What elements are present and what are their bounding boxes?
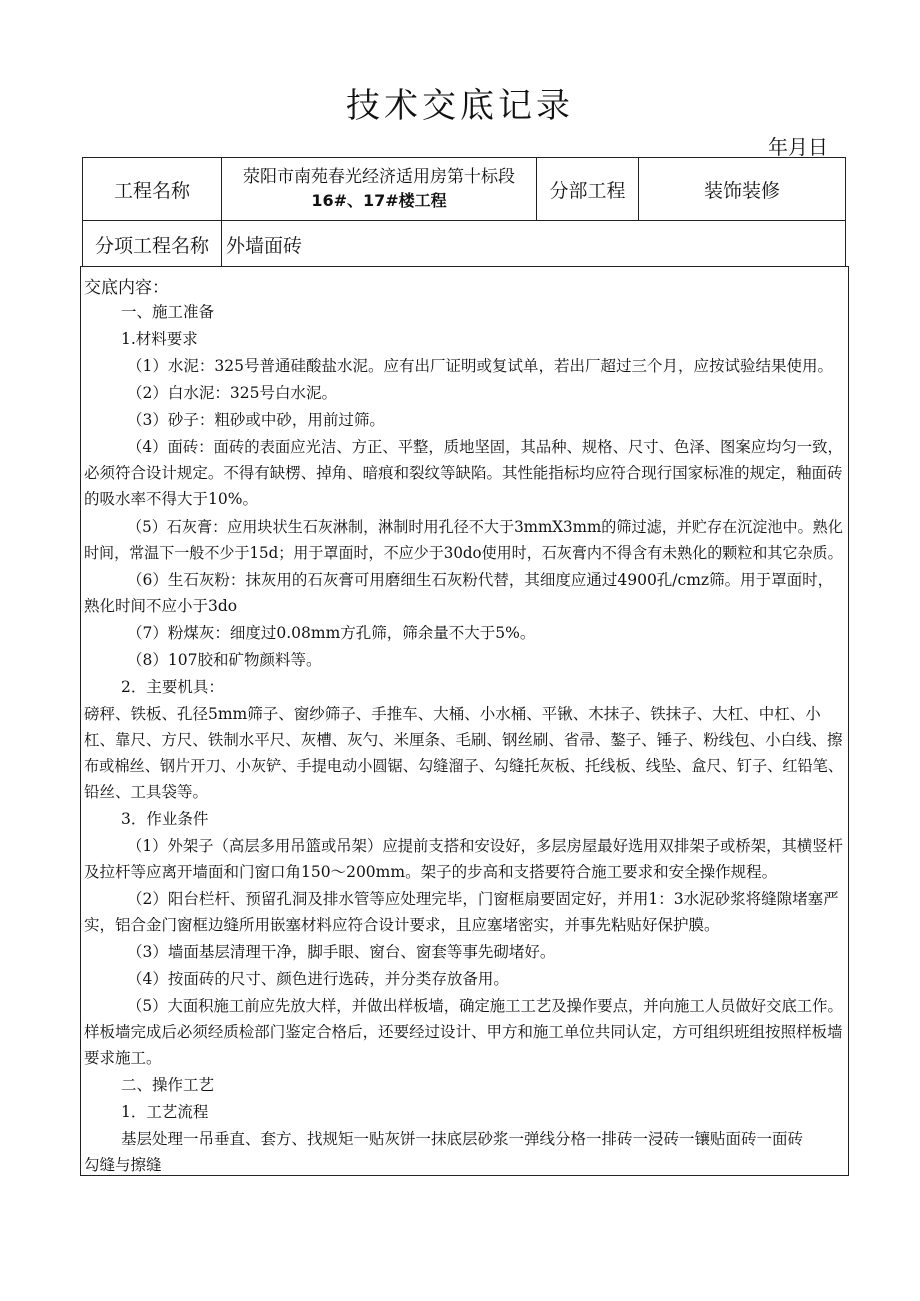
content-line: （3）墙面基层清理干净，脚手眼、窗台、窗套等事先砌堵好。 — [127, 943, 556, 961]
division-label: 分部工程 — [549, 179, 626, 202]
subsection-heading: 1．工艺流程 — [121, 1103, 209, 1121]
subsection-heading: 1.材料要求 — [121, 330, 198, 348]
content-line: 要求施工。 — [84, 1049, 162, 1067]
content-line: （2）白水泥：325号白水泥。 — [127, 384, 337, 402]
subsection-heading: 3．作业条件 — [121, 810, 209, 828]
project-name-value — [222, 158, 536, 220]
content-line: （5）石灰膏：应用块状生石灰淋制，淋制时用孔径不大于3mmX3mm的筛过滤，并贮存在沉淀池中。熟化 — [127, 518, 843, 536]
content-line: （4）面砖：面砖的表面应光洁、方正、平整，质地坚固，其品种、规格、尺寸、色泽、图案应均匀一致， — [127, 438, 843, 456]
content-line: 实，铝合金门窗框边缝所用嵌塞材料应符合设计要求，且应塞堵密实，并事先粘贴好保护膜。 — [84, 916, 720, 934]
content-line: 熟化时间不应小于3do — [84, 597, 238, 615]
content-line: 杠、靠尺、方尺、铁制水平尺、灰槽、灰勺、米厘条、毛刷、钢丝刷、省帚、鏊子、锤子、粉线包、小白线、擦 — [84, 731, 843, 749]
content-line: （5）大面积施工前应先放大样，并做出样板墙，确定施工工艺及操作要点，并向施工人员做好交底工作。 — [127, 997, 843, 1015]
section-heading: 二、操作工艺 — [121, 1076, 215, 1094]
content-line: 勾缝与擦缝 — [84, 1156, 162, 1174]
content-line: 及拉杆等应离开墙面和门窗口角150～200mm。架子的步高和支搭要符合施工要求和安全操作规程。 — [84, 863, 778, 881]
subsection-heading: 2．主要机具： — [121, 678, 224, 696]
document-title: 技术交底记录 — [346, 86, 574, 126]
content-line: 的吸水率不得大于10%。 — [84, 490, 258, 508]
division-value: 装饰装修 — [703, 179, 780, 202]
content-line: 必须符合设计规定。不得有缺楞、掉角、暗痕和裂纹等缺陷。其性能指标均应符合现行国家标准的规定，釉面砖 — [84, 464, 843, 482]
project-name-line1: 荥阳市南苑春光经济适用房第十标段 — [243, 167, 515, 187]
content-line: 基层处理一吊垂直、套方、找规矩一贴灰饼一抹底层砂浆一弹线分格一排砖一浸砖一镶贴面砖一面砖 — [121, 1130, 804, 1148]
content-line: （7）粉煤灰：细度过0.08mm方孔筛，筛余量不大于5%。 — [127, 624, 536, 642]
section-heading: 一、施工准备 — [121, 303, 215, 321]
content-line: 样板墙完成后必须经质检部门鉴定合格后，还要经过设计、甲方和施工单位共同认定，方可组织班组按照样板墙 — [84, 1023, 843, 1041]
project-name-line2: 16#、17#楼工程 — [311, 191, 447, 210]
content-line: （3）砂子：粗砂或中砂，用前过筛。 — [127, 411, 385, 429]
content-line: 铅丝、工具袋等。 — [84, 783, 209, 801]
subitem-value: 外墙面砖 — [226, 234, 303, 257]
project-name-label: 工程名称 — [113, 179, 190, 202]
content-heading: 交底内容： — [84, 278, 169, 298]
subitem-label: 分项工程名称 — [94, 234, 209, 257]
content-box — [80, 266, 849, 1176]
content-line: （2）阳台栏杆、预留孔洞及排水管等应处理完毕，门窗框扇要固定好，并用1：3水泥砂浆将缝隙堵塞严 — [127, 890, 839, 908]
content-line: （1）水泥：325号普通硅酸盐水泥。应有出厂证明或复试单，若出厂超过三个月，应按试验结果使用。 — [127, 357, 833, 375]
date-label: 年月日 — [768, 135, 828, 159]
content-line: （1）外架子（高层多用吊篮或吊架）应提前支搭和安设好，多层房屋最好选用双排架子或桥架，其横竖杆 — [127, 837, 843, 855]
content-line: 时间，常温下一般不少于15d；用于罩面时，不应少于30do使用时，石灰膏内不得含有未熟化的颗粒和其它杂质。 — [84, 544, 843, 562]
content-line: （4）按面砖的尺寸、颜色进行选砖，并分类存放备用。 — [127, 970, 509, 988]
content-line: 布或棉丝、钢片开刀、小灰铲、手提电动小圆锯、勾缝溜子、勾缝托灰板、托线板、线坠、盒尺、钉子、红铅笔、 — [84, 757, 844, 775]
content-line: （8）107胶和矿物颜料等。 — [127, 651, 322, 669]
content-line: 磅秤、铁板、孔径5mm筛子、窗纱筛子、手推车、大桶、小水桶、平锹、木抹子、铁抹子、大杠、中杠、小 — [84, 705, 821, 723]
content-line: （6）生石灰粉：抹灰用的石灰膏可用磨细生石灰粉代替，其细度应通过4900孔/cmz筛。用于罩面时， — [127, 571, 834, 589]
header-table — [82, 157, 846, 267]
